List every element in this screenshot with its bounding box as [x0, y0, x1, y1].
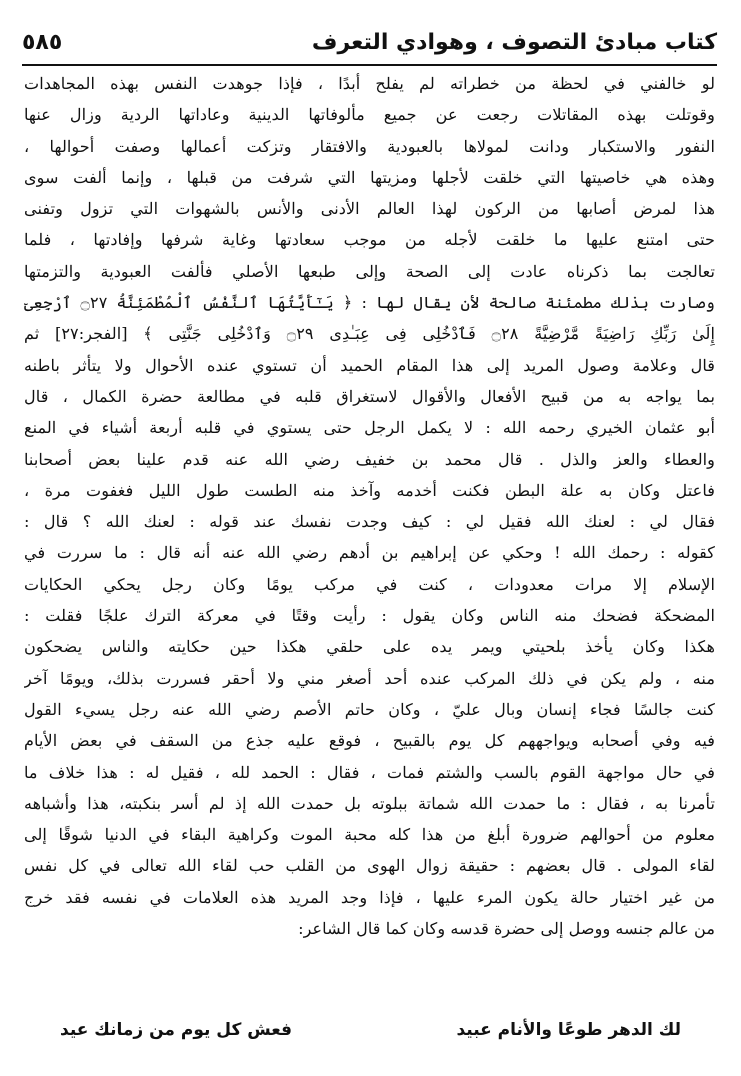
page-header [22, 28, 717, 62]
text-line: هكذا وكان يأخذ بلحيتي ويمر يده على حلقي هكذا حين حكايته والناس يضحكون [24, 637, 715, 657]
text-line: تعالجت بما ذكرناه عادت إلى الصحة وإلى طبعها الأصلي فألفت العبودية والتزمتها [24, 261, 715, 281]
text-line: حتى امتنع عليها ما خلقت لأجله من موجب سعادتها وغاية شرفها وإفادتها ، فلما [24, 230, 715, 250]
verse-first-hemistich: لك الدهر طوعًا والأنام عبيد [456, 1020, 681, 1040]
running-title: كتاب مبادئ التصوف ، وهوادي التعرف [311, 30, 717, 55]
text-line: المضحكة فضحك منه الناس وكان يقول : رأيت وقتًا في معركة الترك علجًا فقلت : [24, 606, 715, 626]
text-line: كقوله : رحمك الله ! وحكي عن إبراهيم بن أدهم رضي الله عنه أنه قال : ما سررت في [24, 543, 715, 563]
body-text [24, 68, 715, 944]
text-line: من عالم جنسه ووصل إلى حضرة قدسه وكان كما قال الشاعر: [298, 919, 715, 939]
text-line: فيه وفي أصحابه ويواجههم كل يوم بالقبيح ، فوقع عليه جذع من السقف في بعض الأيام [24, 731, 715, 751]
text-line: بما يواجه به من قبيح الأفعال والأقوال لاستغراق قلبه في مطالعة حضرة الكمال ، قال [24, 386, 715, 406]
text-line: أبو عثمان الخيري رحمه الله : لا يكمل الرجل حتى يستوي في قلبه أربعة أشياء في المنع [24, 418, 715, 438]
text-line: منه ، ولم يكن في ذلك المركب عنده أحد أصغر مني ولا أحقر فسررت بذلك، ويومًا آخر [24, 668, 715, 688]
verse-second-hemistich: فعش كل يوم من زمانك عيد [60, 1020, 293, 1040]
text-line: قال وعلامة وصول المريد إلى هذا المقام الحميد أن تستوي عنده الأحوال ولا يتأثر باطنه [24, 355, 715, 375]
text-line: الإسلام إلا مرات معدودات ، كنت في مركب يومًا وكان رجل يحكي الحكايات [24, 574, 715, 594]
text-line: في حال مواجهة القوم بالسب والشتم فمات ، فقال : الحمد لله ، فقيل له : هذا خلاف ما [24, 762, 715, 782]
text-line: لو خالفني في لحظة من خطراته لم يفلح أبدًا ، فإذا جوهدت النفس بهذه المجاهدات [24, 74, 715, 93]
text-line: تأمرنا به ، فقال : ما حمدت الله شماتة ببلوته بل حمدت الله إذ لم أسر بنكبته، هذا وأشباهه [24, 793, 715, 813]
text-line: وهذه هي خاصيتها التي خلقت لأجلها ومزيتها التي شرفت من قبلها ، وإنما ألفت سوى [24, 167, 715, 187]
text-line: من غير اختيار حالة يكون المرء عليها ، فإذا وجد المريد هذه العلامات في نفسه فقد خرج [24, 887, 715, 907]
text-line: وقوتلت بهذه المقاتلات رجعت عن جميع مألوفاتها الدينية وعاداتها الردية وزال عنها [24, 105, 715, 125]
text-line: فقال لي : لعنك الله فقيل لي : كيف وجدت نفسك عند قوله : لعنك الله ؟ قال : [24, 512, 715, 532]
text-line: إِلَىٰ رَبِّكِ رَاضِيَةً مَّرْضِيَّةً ۝٢٨ فَٱدْخُلِى فِى عِبَـٰدِى ۝٢٩ وَٱدْخُلِى جَنَّتِى ﴾ [الفجر:٢٧] ثم [24, 324, 715, 344]
text-line: والعطاء والعز والذل . قال محمد بن خفيف رضي الله عنه قدم علينا بعض أصحابنا [24, 449, 715, 469]
text-line: لقاء المولى . قال بعضهم : حقيقة زوال الهوى من القلب حب لقاء الله تعالى في كل نفس [24, 856, 715, 876]
text-line: معلوم من أحوالهم ضرورة أبلغ من هذا كله محبة الموت وكراهية البقاء في الدنيا شوقًا إلى [24, 825, 715, 845]
text-line: كنت جالسًا فجاء إنسان وبال عليّ ، وكان حاتم الأصم رضي الله عنه رجل يسيء القول [24, 699, 715, 719]
page-number: ٥٨٥ [22, 30, 63, 55]
text-line: وصارت بذلك مطمئنة صالحة لأن يقال لها : ﴿ يَـٰٓأَيَّتُهَا ٱلنَّفْسُ ٱلْمُطْمَئِنَّةُ ۝٢٧ ٱرْجِعِىٓ [24, 293, 715, 313]
text-line: فاعتل وكان به علة البطن فكنت أخدمه وآخذ منه الطست طول الليل فغفوت مرة ، [24, 480, 715, 500]
text-line: النفور والاستكبار ودانت لمولاها بالعبودية والافتقار وتزكت أعمالها وصفت أحوالها ، [24, 136, 715, 156]
header-divider [22, 64, 717, 66]
poem-verse [60, 1010, 681, 1050]
text-line: هذا لمرض أصابها من الركون لهذا العالم الأدنى والأنس بالشهوات التي تزول وتفنى [24, 199, 715, 219]
